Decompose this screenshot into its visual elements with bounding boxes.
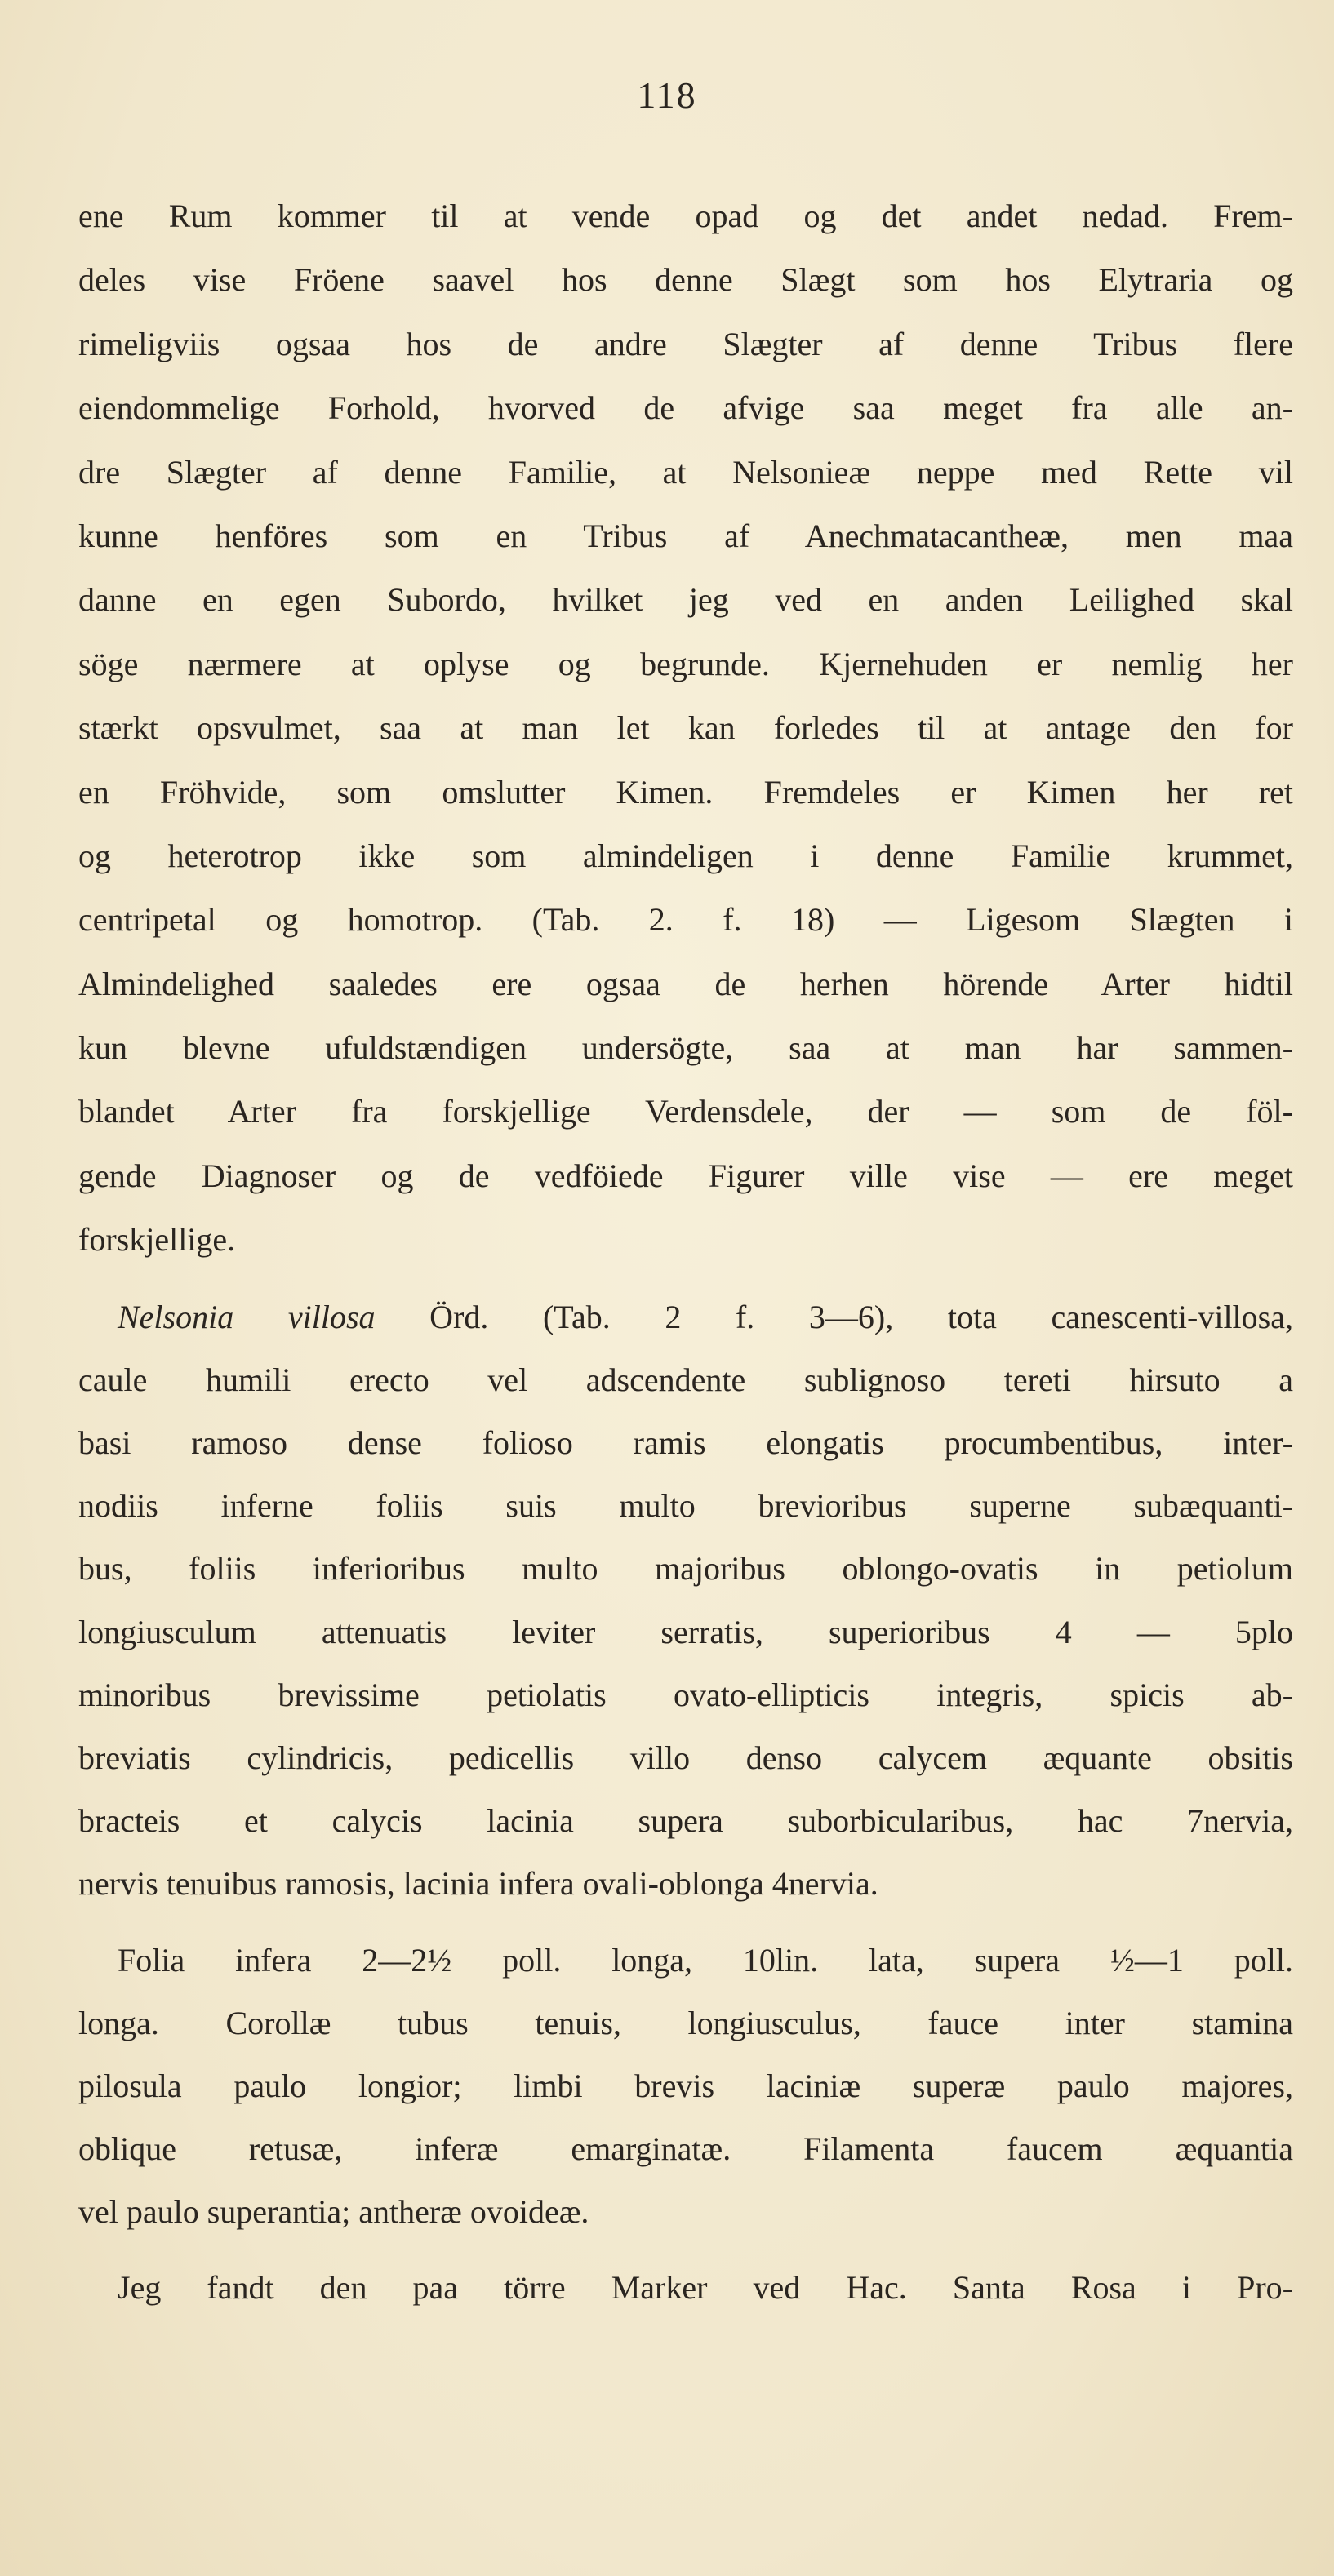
- text-line: rimeligviis ogsaa hos de andre Slægter af denne Tribus flere: [78, 325, 1293, 362]
- text-line: oblique retusæ, inferæ emarginatæ. Filamenta faucem æquantia: [78, 2130, 1293, 2168]
- text-line: longa. Corollæ tubus tenuis, longiusculus, fauce inter stamina: [78, 2004, 1293, 2041]
- text-line: og heterotrop ikke som almindeligen i denne Familie krummet,: [78, 837, 1293, 874]
- text-line: blandet Arter fra forskjellige Verdensdele, der — som de föl-: [78, 1093, 1293, 1130]
- text-line: pilosula paulo longior; limbi brevis laciniæ superæ paulo majores,: [78, 2067, 1293, 2104]
- text-line: caule humili erecto vel adscendente sublignoso tereti hirsuto a: [78, 1361, 1293, 1398]
- text-line: kun blevne ufuldstændigen undersögte, saa at man har sammen-: [78, 1029, 1293, 1067]
- text-line: danne en egen Subordo, hvilket jeg ved en anden Leilighed skal: [78, 581, 1293, 619]
- text-line: vel paulo superantia; antheræ ovoideæ.: [78, 2193, 589, 2231]
- text-line: söge nærmere at oplyse og begrunde. Kjernehuden er nemlig her: [78, 645, 1293, 682]
- text-line: ene Rum kommer til at vende opad og det andet nedad. Frem-: [78, 198, 1293, 234]
- species-heading-rest: Örd. (Tab. 2 f. 3—6), tota canescenti-villosa,: [375, 1298, 1293, 1335]
- text-line: dre Slægter af denne Familie, at Nelsonieæ neppe med Rette vil: [78, 453, 1293, 491]
- text-line: Folia infera 2—2½ poll. longa, 10lin. lata, supera ½—1 poll.: [118, 1941, 1293, 1979]
- paragraph-locality: [78, 2256, 1293, 2320]
- species-name: Nelsonia villosa: [118, 1298, 376, 1335]
- text-line: longiusculum attenuatis leviter serratis, superioribus 4 — 5plo: [78, 1613, 1293, 1650]
- body-text: [78, 184, 1293, 2321]
- paragraph-description: [78, 1929, 1293, 2244]
- text-line: kunne henföres som en Tribus af Anechmatacantheæ, men maa: [78, 517, 1293, 554]
- text-line: breviatis cylindricis, pedicellis villo denso calycem æquante obsitis: [78, 1739, 1293, 1776]
- text-line: eiendommelige Forhold, hvorved de afvige saa meget fra alle an-: [78, 389, 1293, 427]
- text-line: bus, foliis inferioribus multo majoribus oblongo-ovatis in petiolum: [78, 1550, 1293, 1588]
- text-line: nodiis inferne foliis suis multo brevioribus superne subæquanti-: [78, 1487, 1293, 1525]
- paragraph-intro: [78, 184, 1293, 1272]
- text-line: Jeg fandt den paa törre Marker ved Hac. Santa Rosa i Pro-: [118, 2269, 1293, 2307]
- text-line: nervis tenuibus ramosis, lacinia infera ovali-oblonga 4nervia.: [78, 1865, 878, 1903]
- species-heading-line: [78, 1286, 1293, 1348]
- text-line: bracteis et calycis lacinia supera suborbicularibus, hac 7nervia,: [78, 1802, 1293, 1840]
- text-line: Almindelighed saaledes ere ogsaa de herhen hörende Arter hidtil: [78, 965, 1293, 1002]
- text-line: en Fröhvide, som omslutter Kimen. Fremdeles er Kimen her ret: [78, 773, 1293, 811]
- text-line: gende Diagnoser og de vedföiede Figurer ville vise — ere meget: [78, 1157, 1293, 1194]
- paragraph-species-diagnosis: [78, 1286, 1293, 1916]
- text-line: basi ramoso dense folioso ramis elongatis procumbentibus, inter-: [78, 1424, 1293, 1462]
- text-line: centripetal og homotrop. (Tab. 2. f. 18) — Ligesom Slægten i: [78, 901, 1293, 939]
- text-line: stærkt opsvulmet, saa at man let kan forledes til at antage den for: [78, 709, 1293, 747]
- page-number: 118: [637, 74, 697, 116]
- text-line: deles vise Fröene saavel hos denne Slægt som hos Elytraria og: [78, 261, 1293, 299]
- text-line: minoribus brevissime petiolatis ovato-ellipticis integris, spicis ab-: [78, 1676, 1293, 1713]
- text-line: forskjellige.: [78, 1221, 236, 1259]
